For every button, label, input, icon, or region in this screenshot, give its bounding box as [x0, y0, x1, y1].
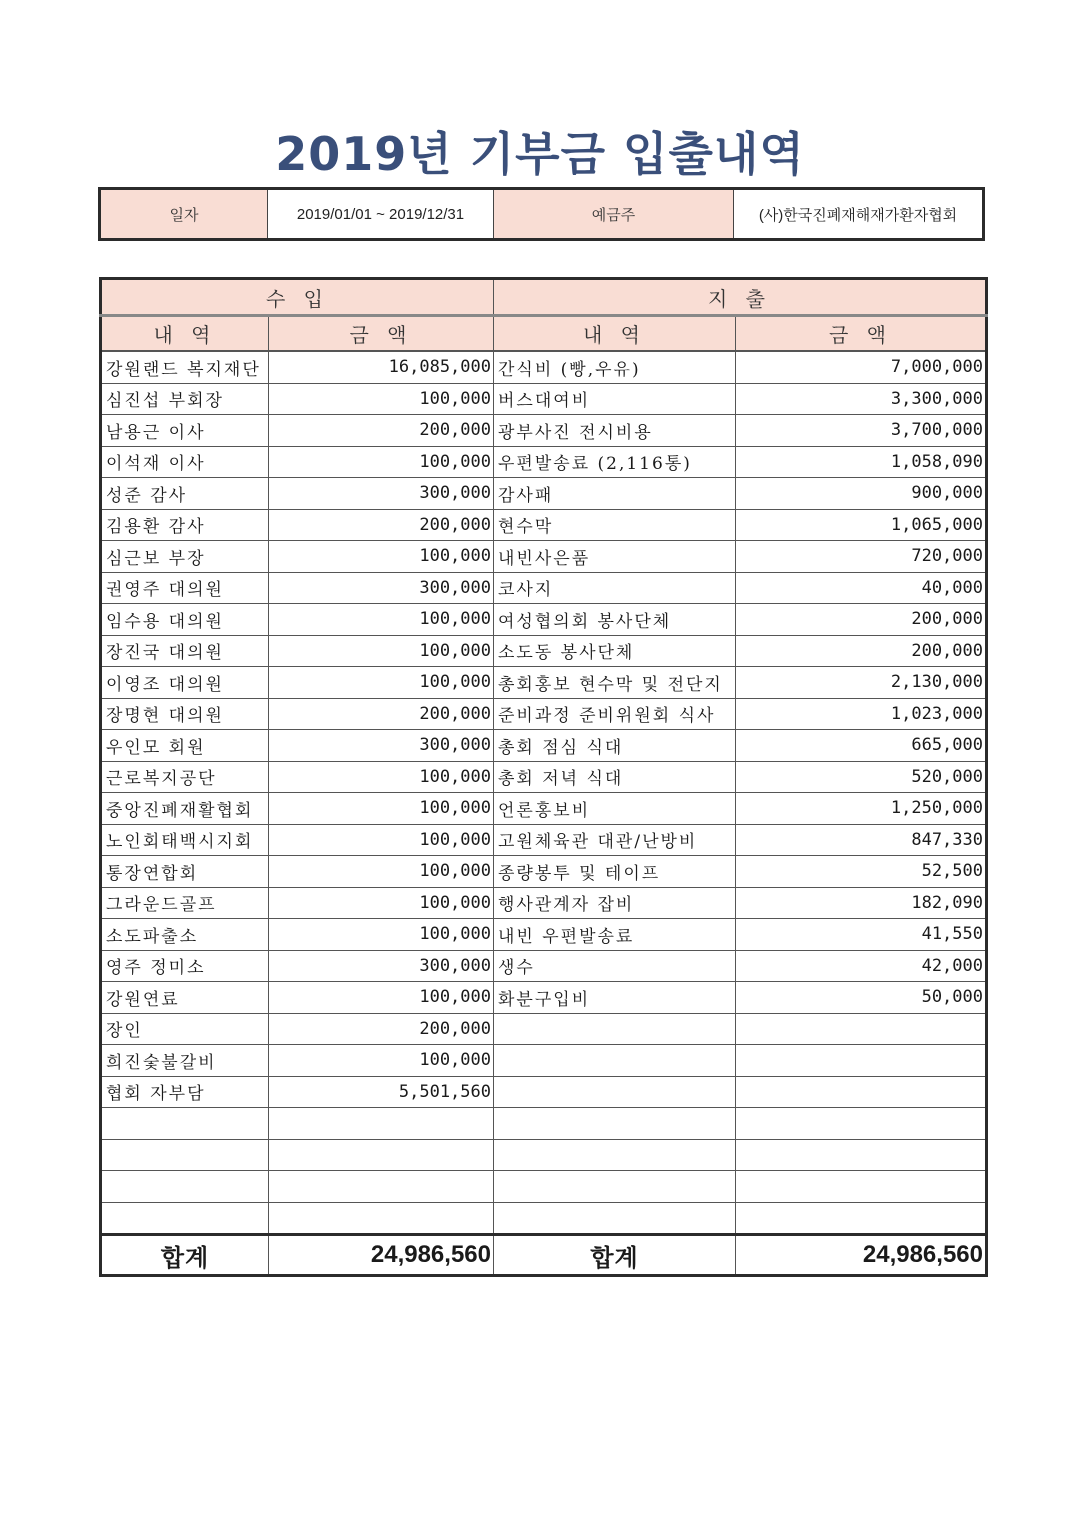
- ledger-row: [101, 604, 987, 636]
- expense-description: 현수막: [494, 509, 736, 541]
- income-description: [101, 1202, 269, 1235]
- expense-amount: 665,000: [736, 730, 987, 762]
- expense-description: [494, 1076, 736, 1108]
- income-amount: 100,000: [269, 635, 494, 667]
- ledger-row: [101, 1045, 987, 1077]
- income-amount: 300,000: [269, 950, 494, 982]
- expense-description: [494, 1171, 736, 1203]
- ledger-row: [101, 1139, 987, 1171]
- account-info-row: [100, 189, 984, 240]
- income-description: 협회 자부담: [101, 1076, 269, 1108]
- income-description: [101, 1108, 269, 1140]
- expense-amount: 1,065,000: [736, 509, 987, 541]
- ledger-row: [101, 919, 987, 951]
- expense-amount: [736, 1108, 987, 1140]
- expense-amount: 200,000: [736, 635, 987, 667]
- expense-description: 총회 점심 식대: [494, 730, 736, 762]
- expense-amount: 52,500: [736, 856, 987, 888]
- expense-amount: 1,058,090: [736, 446, 987, 478]
- income-amount: 100,000: [269, 887, 494, 919]
- income-amount-header: 금 액: [269, 316, 494, 352]
- income-description: 남용근 이사: [101, 415, 269, 447]
- expense-amount: [736, 1171, 987, 1203]
- income-description: [101, 1171, 269, 1203]
- section-header-row: [101, 279, 987, 316]
- income-description: 소도파출소: [101, 919, 269, 951]
- expense-amount: 42,000: [736, 950, 987, 982]
- expense-amount: 1,250,000: [736, 793, 987, 825]
- income-amount: 200,000: [269, 1013, 494, 1045]
- ledger-row: [101, 478, 987, 510]
- income-description: 장명현 대의원: [101, 698, 269, 730]
- income-total-amount: 24,986,560: [269, 1235, 494, 1276]
- expense-description: 간식비 (빵,우유): [494, 351, 736, 383]
- income-description: 희진숯불갈비: [101, 1045, 269, 1077]
- income-description: 근로복지공단: [101, 761, 269, 793]
- ledger-row: [101, 446, 987, 478]
- expense-amount: 3,300,000: [736, 383, 987, 415]
- income-description: 우인모 회원: [101, 730, 269, 762]
- ledger-row: [101, 509, 987, 541]
- ledger-row: [101, 730, 987, 762]
- expense-description: 광부사진 전시비용: [494, 415, 736, 447]
- income-amount: 100,000: [269, 446, 494, 478]
- expense-description: 총회 저녁 식대: [494, 761, 736, 793]
- income-amount: [269, 1108, 494, 1140]
- expense-desc-header: 내 역: [494, 316, 736, 352]
- expense-description: 감사패: [494, 478, 736, 510]
- expense-amount: 50,000: [736, 982, 987, 1014]
- expense-description: 버스대여비: [494, 383, 736, 415]
- ledger-row: [101, 824, 987, 856]
- income-amount: [269, 1171, 494, 1203]
- expense-description: 여성협의회 봉사단체: [494, 604, 736, 636]
- ledger-row: [101, 793, 987, 825]
- expense-amount: [736, 1202, 987, 1235]
- ledger-row: [101, 856, 987, 888]
- income-description: 이영조 대의원: [101, 667, 269, 699]
- income-amount: 100,000: [269, 604, 494, 636]
- income-description: 임수용 대의원: [101, 604, 269, 636]
- income-section-header: 수 입: [101, 279, 494, 316]
- expense-amount: 847,330: [736, 824, 987, 856]
- account-holder-label: 예금주: [494, 189, 734, 240]
- expense-description: 고원체육관 대관/난방비: [494, 824, 736, 856]
- income-description: 노인회태백시지회: [101, 824, 269, 856]
- date-value: 2019/01/01 ~ 2019/12/31: [268, 189, 494, 240]
- income-amount: 300,000: [269, 478, 494, 510]
- expense-description: 행사관계자 잡비: [494, 887, 736, 919]
- expense-amount: [736, 1076, 987, 1108]
- income-amount: 300,000: [269, 730, 494, 762]
- income-amount: 100,000: [269, 919, 494, 951]
- expense-total-label: 합계: [494, 1235, 736, 1276]
- income-amount: [269, 1202, 494, 1235]
- ledger-row: [101, 541, 987, 573]
- income-description: 장진국 대의원: [101, 635, 269, 667]
- expense-description: 생수: [494, 950, 736, 982]
- expense-amount: 7,000,000: [736, 351, 987, 383]
- expense-amount: 3,700,000: [736, 415, 987, 447]
- date-label: 일자: [100, 189, 268, 240]
- expense-total-amount: 24,986,560: [736, 1235, 987, 1276]
- expense-description: [494, 1139, 736, 1171]
- expense-amount: 182,090: [736, 887, 987, 919]
- income-description: 강원랜드 복지재단: [101, 351, 269, 383]
- income-amount: 100,000: [269, 761, 494, 793]
- income-description: 장인: [101, 1013, 269, 1045]
- expense-amount: 520,000: [736, 761, 987, 793]
- account-info-table: [98, 187, 985, 241]
- ledger-row: [101, 1171, 987, 1203]
- income-total-label: 합계: [101, 1235, 269, 1276]
- expense-description: 우편발송료 (2,116통): [494, 446, 736, 478]
- income-amount: [269, 1139, 494, 1171]
- income-description: 성준 감사: [101, 478, 269, 510]
- ledger-row: [101, 635, 987, 667]
- income-amount: 200,000: [269, 698, 494, 730]
- ledger-table: [99, 277, 988, 1277]
- expense-amount: 1,023,000: [736, 698, 987, 730]
- income-amount: 100,000: [269, 793, 494, 825]
- income-description: 김용환 감사: [101, 509, 269, 541]
- income-description: 통장연합회: [101, 856, 269, 888]
- expense-amount: 40,000: [736, 572, 987, 604]
- income-amount: 5,501,560: [269, 1076, 494, 1108]
- expense-amount: 41,550: [736, 919, 987, 951]
- expense-description: 코사지: [494, 572, 736, 604]
- total-row: [101, 1235, 987, 1276]
- ledger-row: [101, 351, 987, 383]
- ledger-row: [101, 887, 987, 919]
- income-amount: 200,000: [269, 415, 494, 447]
- expense-description: 내빈사은품: [494, 541, 736, 573]
- income-amount: 100,000: [269, 856, 494, 888]
- expense-description: 종량봉투 및 테이프: [494, 856, 736, 888]
- income-amount: 16,085,000: [269, 351, 494, 383]
- ledger-row: [101, 1013, 987, 1045]
- expense-section-header: 지 출: [494, 279, 987, 316]
- ledger-row: [101, 1202, 987, 1235]
- expense-amount-header: 금 액: [736, 316, 987, 352]
- ledger-row: [101, 1108, 987, 1140]
- income-description: 심진섭 부회장: [101, 383, 269, 415]
- income-description: [101, 1139, 269, 1171]
- income-amount: 100,000: [269, 1045, 494, 1077]
- income-amount: 100,000: [269, 667, 494, 699]
- income-amount: 200,000: [269, 509, 494, 541]
- expense-amount: 900,000: [736, 478, 987, 510]
- column-header-row: [101, 316, 987, 352]
- expense-description: 언론홍보비: [494, 793, 736, 825]
- income-amount: 100,000: [269, 541, 494, 573]
- income-description: 심근보 부장: [101, 541, 269, 573]
- income-amount: 100,000: [269, 383, 494, 415]
- income-description: 영주 정미소: [101, 950, 269, 982]
- ledger-body: [101, 351, 987, 1235]
- expense-description: [494, 1045, 736, 1077]
- income-desc-header: 내 역: [101, 316, 269, 352]
- ledger-row: [101, 383, 987, 415]
- ledger-row: [101, 982, 987, 1014]
- expense-description: [494, 1202, 736, 1235]
- expense-amount: [736, 1045, 987, 1077]
- expense-description: 내빈 우편발송료: [494, 919, 736, 951]
- income-amount: 100,000: [269, 824, 494, 856]
- expense-description: [494, 1013, 736, 1045]
- income-description: 강원연료: [101, 982, 269, 1014]
- expense-description: 화분구입비: [494, 982, 736, 1014]
- page-title: 2019년 기부금 입출내역: [275, 127, 805, 181]
- expense-description: 총회홍보 현수막 및 전단지: [494, 667, 736, 699]
- expense-amount: [736, 1013, 987, 1045]
- expense-amount: 200,000: [736, 604, 987, 636]
- income-description: 권영주 대의원: [101, 572, 269, 604]
- expense-amount: [736, 1139, 987, 1171]
- expense-amount: 2,130,000: [736, 667, 987, 699]
- income-amount: 100,000: [269, 982, 494, 1014]
- expense-description: 준비과정 준비위원회 식사: [494, 698, 736, 730]
- ledger-row: [101, 1076, 987, 1108]
- ledger-row: [101, 415, 987, 447]
- income-description: 이석재 이사: [101, 446, 269, 478]
- expense-amount: 720,000: [736, 541, 987, 573]
- expense-description: 소도동 봉사단체: [494, 635, 736, 667]
- expense-description: [494, 1108, 736, 1140]
- ledger-row: [101, 761, 987, 793]
- ledger-row: [101, 950, 987, 982]
- income-description: 중앙진폐재활협회: [101, 793, 269, 825]
- account-holder-value: (사)한국진폐재해재가환자협회: [734, 189, 984, 240]
- income-amount: 300,000: [269, 572, 494, 604]
- income-description: 그라운드골프: [101, 887, 269, 919]
- ledger-row: [101, 698, 987, 730]
- ledger-row: [101, 667, 987, 699]
- ledger-row: [101, 572, 987, 604]
